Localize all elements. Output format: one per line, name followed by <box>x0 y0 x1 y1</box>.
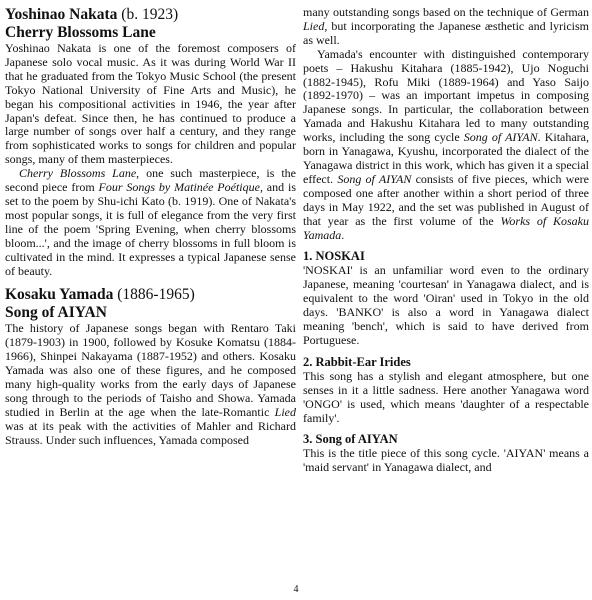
yamada-poets-paragraph: Yamada's encounter with distinguished contemporary poets – Hakushu Kitahara (1885-1942), Ujo Noguchi (1882-1945), Rofu Miki (1889-1964) and Yaso Saijo (1892-1970) – was an important impetus in composing Japanese songs. In particular, the collaboration between Yamada and Hakushu Kitahara led to many outstanding works, including the song cycle Song of AIYAN. Kitahara, born in Yanagawa, Kyushu, incorporated the dialect of the Yanagawa district in this work, which has given it a special effect. Song of AIYAN consists of five pieces, which were composed one after another within a short period of three days in May 1922, and the set was published in August of that year as the first volume of the Works of Kosaku Yamada. <box>303 46 589 242</box>
song-text-noskai: 'NOSKAI' is an unfamiliar word even to the ordinary Japanese, meaning 'courtesan' in Yanagawa dialect, and is equivalent to the word 'Oiran' used in Tokyo in the old days. 'BANKO' is also a word in Yanagawa dialect meaning 'bench', which is said to have derived from Portuguese. <box>303 263 589 347</box>
yamada-continued-paragraph: many outstanding songs based on the technique of German Lied, but incorporating the Japanese æsthetic and lyricism as well. <box>303 5 589 47</box>
song-heading-rabbit-ear-irides: 2. Rabbit-Ear Irides <box>303 354 411 369</box>
work-title-cherry-blossoms-lane: Cherry Blossoms Lane <box>5 24 156 41</box>
song-text-rabbit-ear-irides: This song has a stylish and elegant atmosphere, but one senses in it a little sadness. Here another Yanagawa word 'ONGO' is used, which means 'daughter of a respectable family'. <box>303 368 589 425</box>
song-heading-noskai: 1. NOSKAI <box>303 249 365 264</box>
right-column <box>303 6 589 475</box>
song-heading-song-of-aiyan: 3. Song of AIYAN <box>303 432 398 447</box>
left-column <box>5 6 296 448</box>
cherry-blossoms-paragraph: Cherry Blossoms Lane, one such masterpiece, is the second piece from Four Songs by Matinée Poétique, and is set to the poem by Shu-ichi Kato (b. 1919). One of Nakata's most popular songs, it is full of elegance from the very first line of the poem 'Spring Evening, when cherry blossoms bloom...', and the image of cherry blossoms in full bloom is cultivated in the mind. It expresses a typical Japanese sense of beauty. <box>5 166 296 278</box>
nakata-bio-paragraph: Yoshinao Nakata is one of the foremost composers of Japanese solo vocal music. As it was during World War II that he graduated from the Tokyo Music School (the present Tokyo National University of Fine Arts and Music), he began his compositional activities in 1946, the year after Japan's defeat. Since then, he has continued to produce a large number of songs over half a century, and they range from sophisticated works to songs for children and popular songs, many of them masterpieces. <box>5 41 296 167</box>
page-number: 4 <box>293 584 299 595</box>
yamada-history-paragraph: The history of Japanese songs began with Rentaro Taki (1879-1903) in 1900, followed by Kosuke Komatsu (1884-1966), Shinpei Nakayama (1887-1952) and others. Kosaku Yamada was also one of these figures, and he composed many high-quality works from the early days of Japanese song through to the periods of Taisho and Showa. Yamada studied in Berlin at the age when the late-Romantic Lied was at its peak with the activities of Mahler and Richard Strauss. Under such influences, Yamada composed <box>5 321 296 447</box>
song-text-song-of-aiyan: This is the title piece of this song cycle. 'AIYAN' means a 'maid servant' in Yanagawa dialect, and <box>303 446 589 475</box>
work-title-song-of-aiyan: Song of AIYAN <box>5 304 107 322</box>
composer-heading-nakata: Yoshinao Nakata (b. 1923) <box>5 6 179 23</box>
composer-heading-yamada: Kosaku Yamada (1886-1965) <box>5 286 195 304</box>
